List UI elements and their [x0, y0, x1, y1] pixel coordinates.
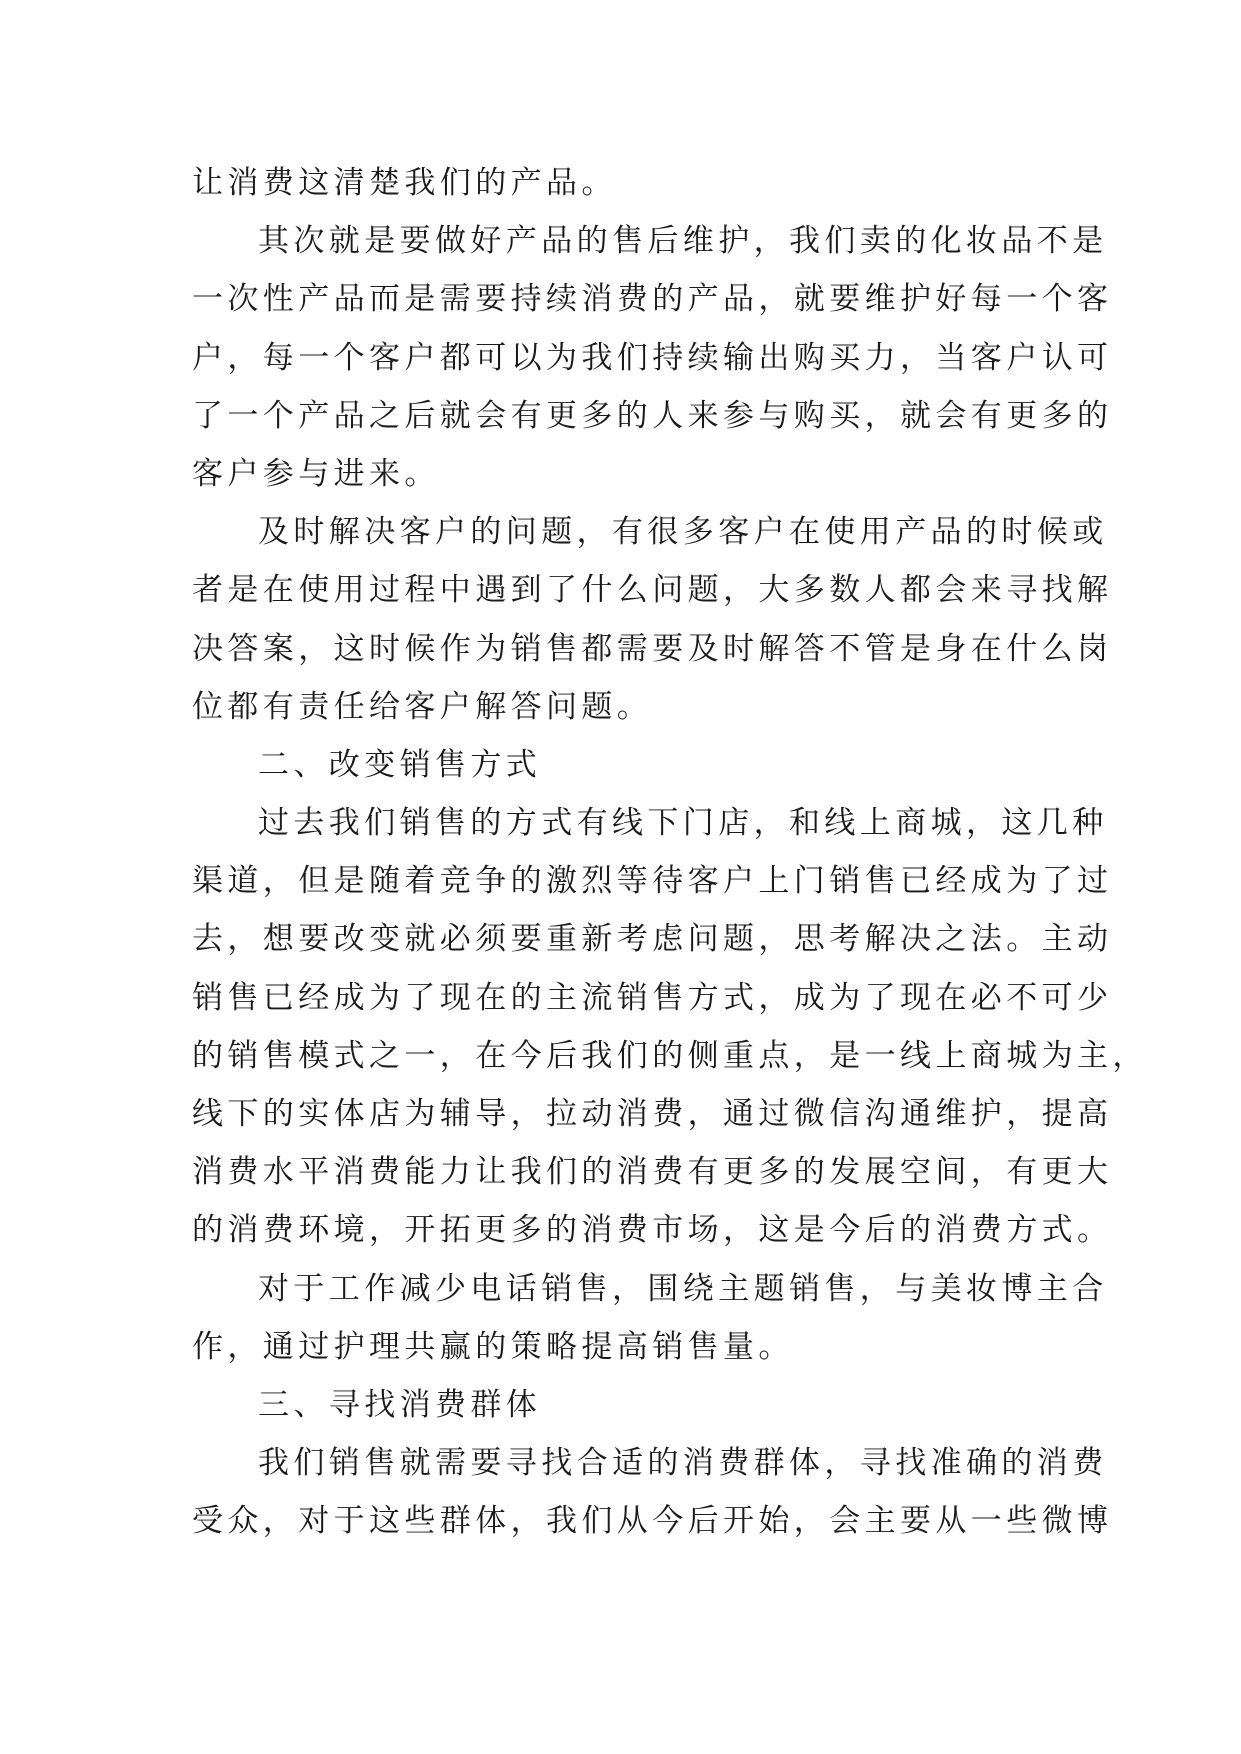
- text-line: 者是在使用过程中遇到了什么问题，大多数人都会来寻找解: [192, 572, 1113, 609]
- document-body: [192, 154, 1148, 1551]
- text-line: 了一个产品之后就会有更多的人来参与购买，就会有更多的: [192, 397, 1113, 434]
- text-line: 及时解决客户的问题，有很多客户在使用产品的时候或: [258, 514, 1108, 551]
- text-line: 户，每一个客户都可以为我们持续输出购买力，当客户认可: [192, 339, 1113, 376]
- text-line: 的销售模式之一，在今后我们的侧重点，是一线上商城为主，: [192, 1037, 1148, 1074]
- text-line: 作，通过护理共赢的策略提高销售量。: [192, 1328, 794, 1365]
- text-line: 消费水平消费能力让我们的消费有更多的发展空间，有更大: [192, 1154, 1113, 1191]
- text-line: 让消费这清楚我们的产品。: [192, 165, 617, 201]
- text-line: 三、寻找消费群体: [258, 1386, 542, 1423]
- text-line: 客户参与进来。: [192, 455, 440, 492]
- text-line: 二、改变销售方式: [258, 746, 542, 783]
- text-line: 去，想要改变就必须要重新考虑问题，思考解决之法。主动: [192, 921, 1113, 958]
- text-line: 一次性产品而是需要持续消费的产品，就要维护好每一个客: [192, 281, 1113, 318]
- text-line: 位都有责任给客户解答问题。: [192, 688, 653, 725]
- text-line: 受众，对于这些群体，我们从今后开始，会主要从一些微博: [192, 1503, 1113, 1540]
- text-line: 其次就是要做好产品的售后维护，我们卖的化妆品不是: [258, 223, 1108, 260]
- text-line: 销售已经成为了现在的主流销售方式，成为了现在必不可少: [192, 979, 1113, 1016]
- text-line: 渠道，但是随着竞争的激烈等待客户上门销售已经成为了过: [192, 863, 1113, 900]
- text-line: 我们销售就需要寻找合适的消费群体，寻找准确的消费: [258, 1445, 1108, 1482]
- text-line: 决答案，这时候作为销售都需要及时解答不管是身在什么岗: [192, 630, 1113, 667]
- text-line: 线下的实体店为辅导，拉动消费，通过微信沟通维护，提高: [192, 1096, 1113, 1132]
- text-line: 过去我们销售的方式有线下门店，和线上商城，这几种: [258, 805, 1108, 842]
- text-line: 的消费环境，开拓更多的消费市场，这是今后的消费方式。: [192, 1212, 1113, 1249]
- text-line: 对于工作减少电话销售，围绕主题销售，与美妆博主合: [258, 1270, 1108, 1307]
